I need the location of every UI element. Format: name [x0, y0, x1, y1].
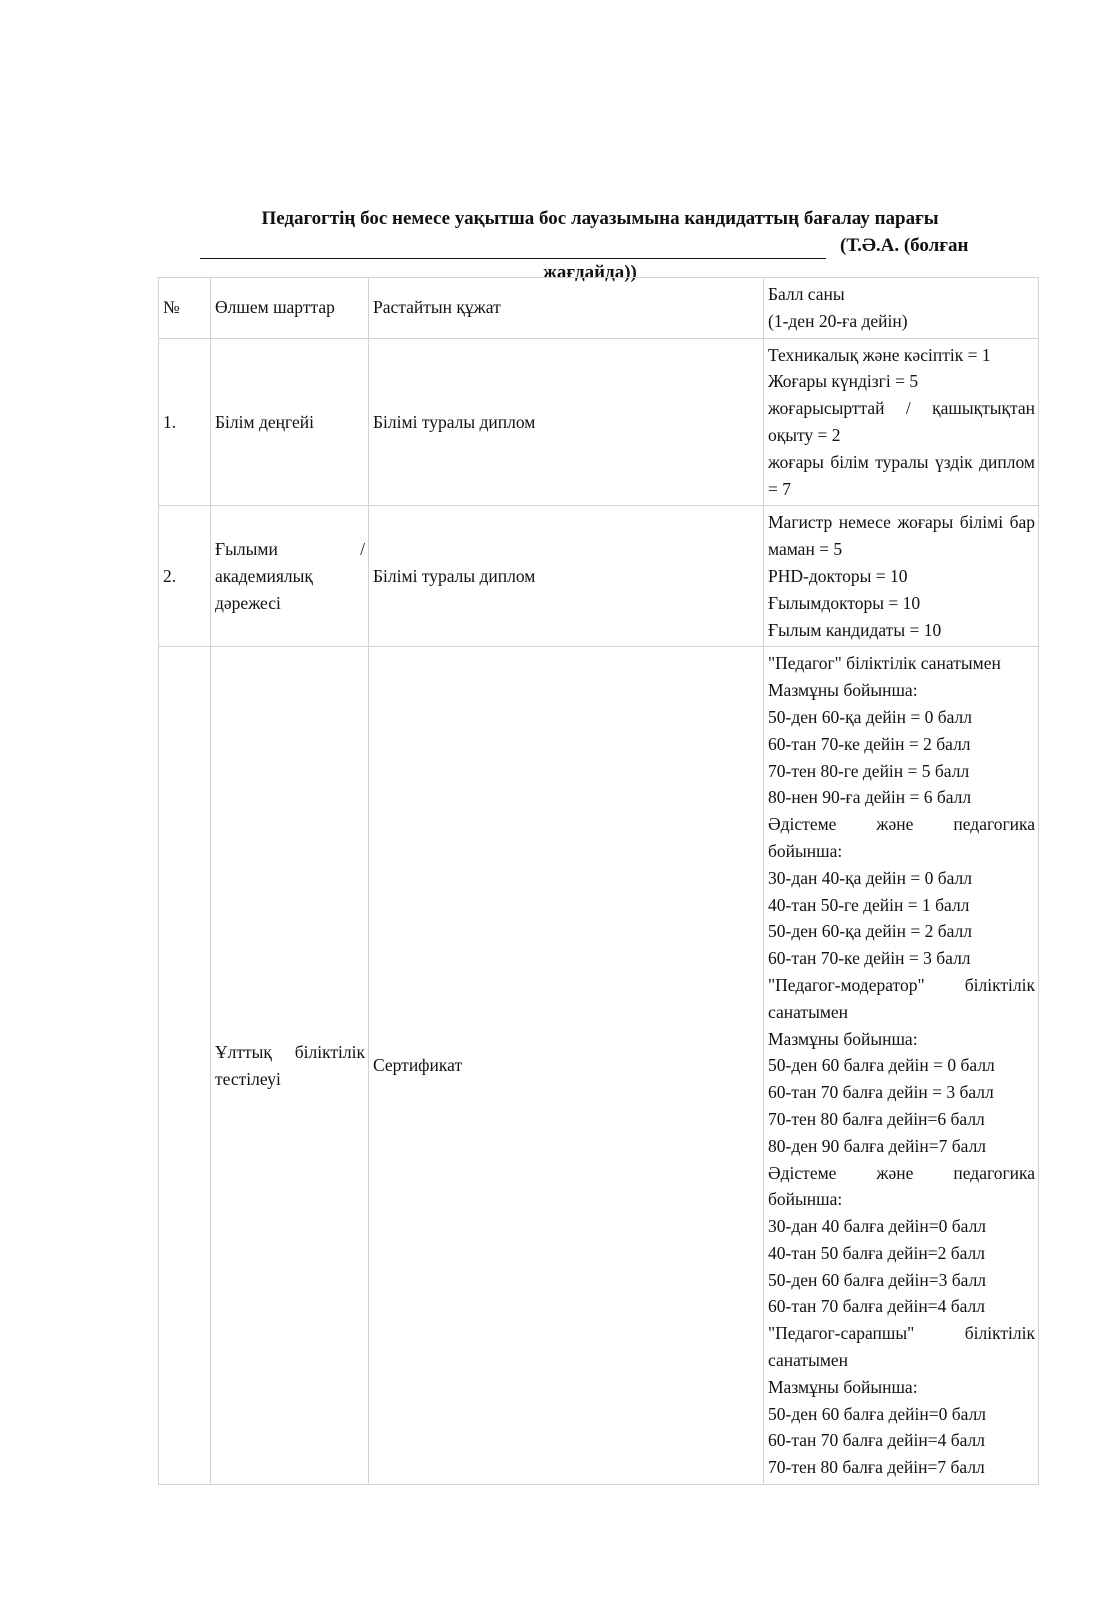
- score-line: 60-тан 70 балға дейін=4 балл: [768, 1296, 985, 1317]
- score-line: PHD-докторы = 10: [768, 565, 908, 586]
- title-line-1: Педагогтің бос немесе уақытша бос лауазымына кандидаттың бағалау парағы: [261, 208, 939, 229]
- name-blank-line: [200, 239, 826, 259]
- row-num: 1.: [159, 338, 211, 506]
- score-line: 50-ден 60 балға дейін = 0 балл: [768, 1055, 995, 1076]
- row-num: [159, 647, 211, 1485]
- header-score-line: (1-ден 20-ға дейін): [768, 310, 908, 331]
- header-criteria: Өлшем шарттар: [211, 278, 369, 339]
- score-line: Мазмұны бойынша:: [768, 1376, 918, 1397]
- table-row: [159, 506, 1039, 647]
- row-document: Білімі туралы диплом: [369, 338, 764, 506]
- score-line: 50-ден 60 балға дейін=3 балл: [768, 1269, 987, 1290]
- score-line: 70-тен 80-ге дейін = 5 балл: [768, 760, 970, 781]
- score-line: 60-тан 70-ке дейін = 3 балл: [768, 948, 971, 969]
- score-line: Мазмұны бойынша:: [768, 680, 918, 701]
- score-line: 40-тан 50 балға дейін=2 балл: [768, 1242, 985, 1263]
- evaluation-table: [158, 277, 1039, 1485]
- score-line: Техникалық және кәсіптік = 1: [768, 344, 991, 365]
- score-line: 80-нен 90-ға дейін = 6 балл: [768, 787, 972, 808]
- row-document: Сертификат: [369, 647, 764, 1485]
- row-document: Білімі туралы диплом: [369, 506, 764, 647]
- score-line: 60-тан 70 балға дейін = 3 балл: [768, 1082, 994, 1103]
- score-line: 40-тан 50-ге дейін = 1 балл: [768, 894, 970, 915]
- score-line: "Педагог-модератор" біліктілік санатымен: [768, 974, 1035, 1022]
- table-header-row: [159, 278, 1039, 339]
- score-line: 50-ден 60-қа дейін = 2 балл: [768, 921, 973, 942]
- header-score-line: Балл саны: [768, 284, 845, 304]
- row-score: [764, 647, 1039, 1485]
- score-line: Әдістеме және педагогика бойынша:: [768, 1162, 1035, 1210]
- score-line: жоғары білім туралы үздік диплом = 7: [768, 451, 1035, 499]
- score-line: "Педагог-сарапшы" біліктілік санатымен: [768, 1323, 1035, 1371]
- score-line: Мазмұны бойынша:: [768, 1028, 918, 1049]
- row-criteria: Ұлттық біліктілік тестілеуі: [211, 647, 369, 1485]
- score-line: 60-тан 70 балға дейін=4 балл: [768, 1430, 985, 1451]
- score-line: Ғылымдокторы = 10: [768, 592, 921, 613]
- score-line: "Педагог" біліктілік санатымен: [768, 653, 1001, 674]
- score-line: 50-ден 60-қа дейін = 0 балл: [768, 706, 973, 727]
- header-score: [764, 278, 1039, 339]
- score-line: 30-дан 40-қа дейін = 0 балл: [768, 867, 973, 888]
- title-line-2: [200, 232, 1000, 259]
- score-line: 30-дан 40 балға дейін=0 балл: [768, 1216, 987, 1237]
- row-criteria: Ғылыми / академиялық дәрежесі: [211, 506, 369, 647]
- score-line: 50-ден 60 балға дейін=0 балл: [768, 1403, 987, 1424]
- header-num: №: [159, 278, 211, 339]
- row-criteria: Білім деңгейі: [211, 338, 369, 506]
- table-row: [159, 647, 1039, 1485]
- title-line-3: жағдайда)): [543, 262, 637, 283]
- score-line: Жоғары күндізгі = 5: [768, 371, 919, 392]
- row-score: [764, 338, 1039, 506]
- score-line: 80-ден 90 балға дейін=7 балл: [768, 1135, 987, 1156]
- score-line: Әдістеме және педагогика бойынша:: [768, 814, 1035, 861]
- score-line: Ғылым кандидаты = 10: [768, 619, 942, 640]
- document-title: [200, 205, 1000, 286]
- table-row: [159, 338, 1039, 506]
- score-line: Магистр немесе жоғары білімі бар маман = 5: [768, 512, 1035, 560]
- title-line-2-suffix: (Т.Ә.А. (болған: [840, 235, 969, 256]
- header-document: Растайтын құжат: [369, 278, 764, 339]
- score-line: 60-тан 70-ке дейін = 2 балл: [768, 733, 971, 754]
- score-line: 70-тен 80 балға дейін=6 балл: [768, 1108, 985, 1129]
- row-score: [764, 506, 1039, 647]
- score-line: жоғарысырттай / қашықтықтан оқыту = 2: [768, 398, 1035, 445]
- score-line: 70-тен 80 балға дейін=7 балл: [768, 1457, 985, 1478]
- row-num: 2.: [159, 506, 211, 647]
